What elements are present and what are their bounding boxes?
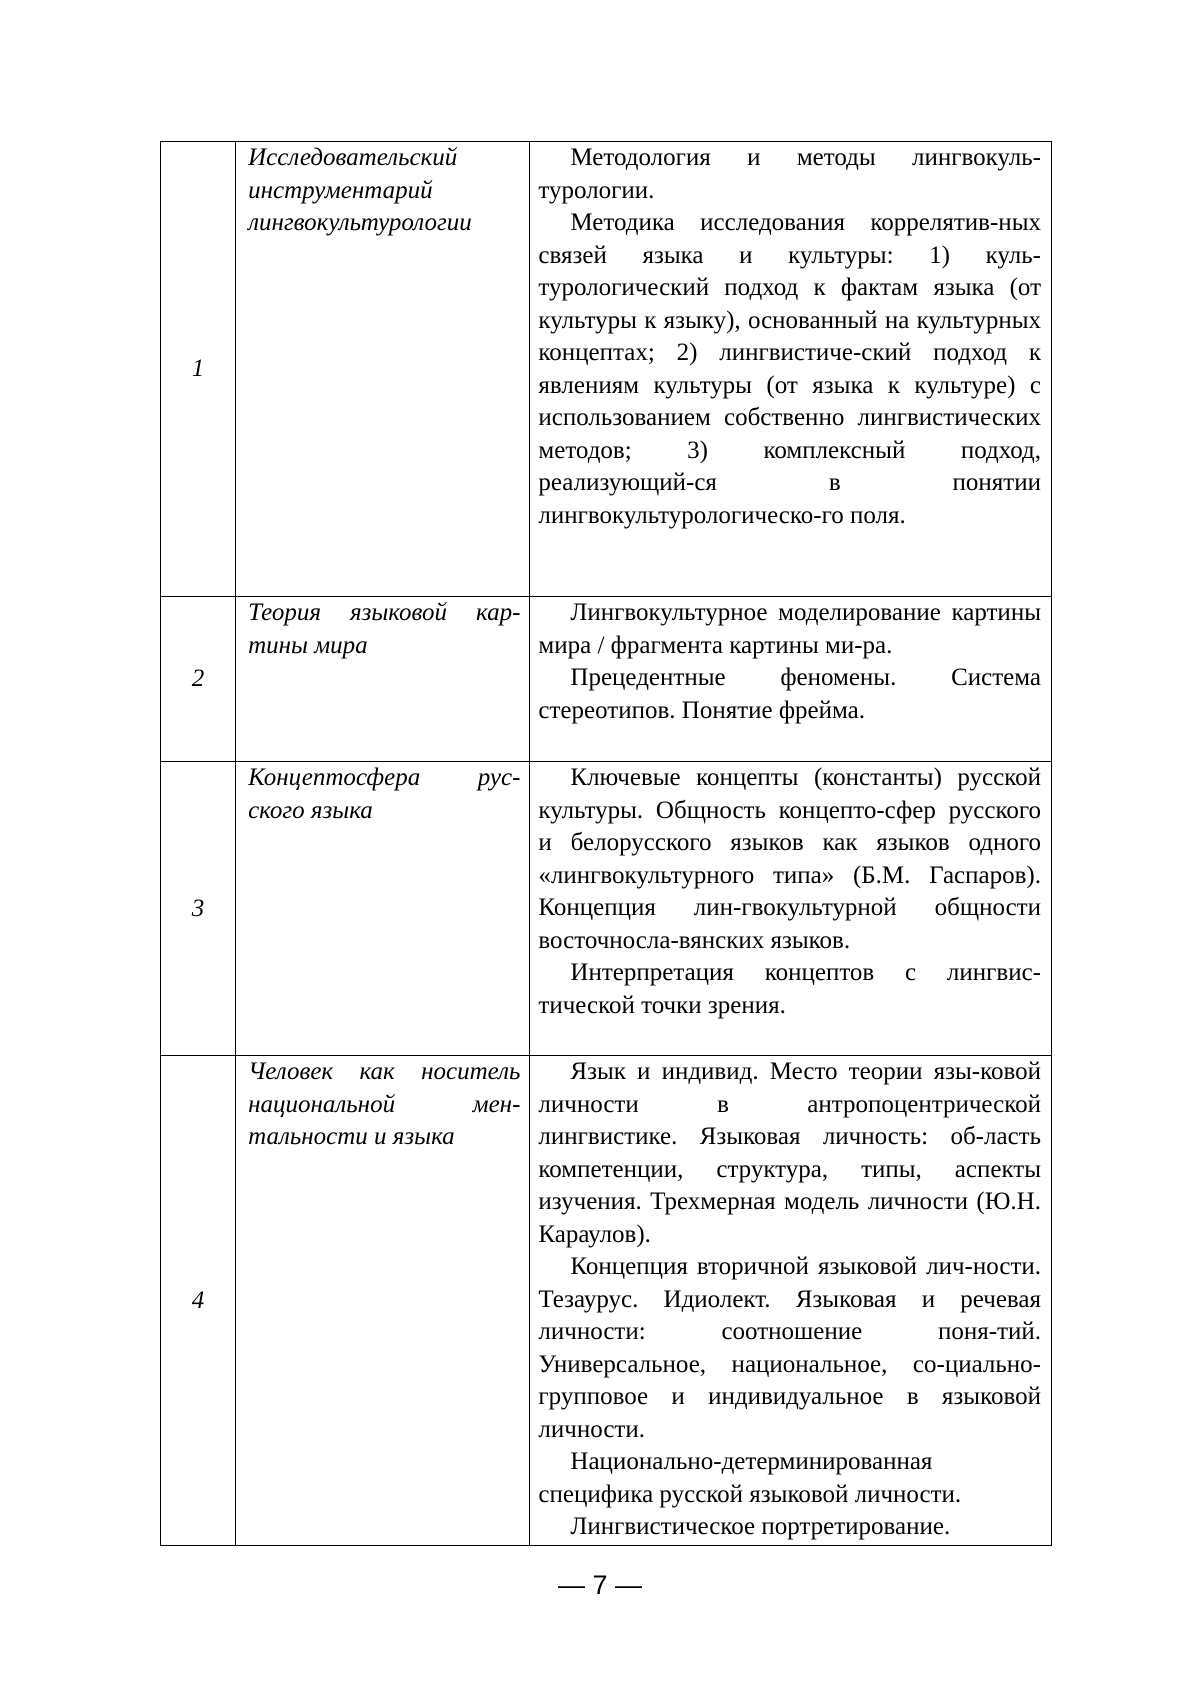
content-paragraph: Ключевые концепты (константы) русской культуры. Общность концепто-сфер русского и белорусского языков как языков одного «лингвокультурного типа» (Б.М. Гаспаров). Концепция лин-гвокультурной общности восточносла-вянских языков. [538,764,1041,954]
row-number: 1 [161,142,236,597]
content-paragraph: Лингвокультурное моделирование картины мира / фрагмента картины ми-ра. [538,599,1041,659]
topic-content [530,142,1052,597]
table-row [161,142,1052,597]
topics-table [160,141,1052,1546]
topic-title: Теория языковой кар-тины мира [236,597,530,762]
topic-content [530,597,1052,762]
topic-content [530,1056,1052,1546]
row-number: 2 [161,597,236,762]
content-paragraph: Язык и индивид. Место теории язы-ковой личности в антропоцентрической лингвистике. Языковая личность: об-ласть компетенции, структура, типы, аспекты изучения. Трехмерная модель личности (Ю.Н. Караулов). [538,1058,1041,1248]
content-paragraph: Лингвистическое портретирование. [570,1513,951,1540]
table-row [161,762,1052,1056]
topic-title: Концептосфера рус-ского языка [236,762,530,1056]
content-paragraph: Национально-детерминированная специфика русской языковой личности. [538,1448,962,1508]
content-paragraph: Прецедентные феномены. Система стереотипов. Понятие фрейма. [538,664,1041,724]
topic-content [530,762,1052,1056]
table-row [161,1056,1052,1546]
content-paragraph: Методика исследования коррелятив-ных связей языка и культуры: 1) куль-турологический подход к фактам языка (от культуры к языку), основанный на культурных концептах; 2) лингвистиче-ский подход к явлениям культуры (от языка к культуре) с использованием собственно лингвистических методов; 3) комплексный подход, реализующий-ся в понятии лингвокультурологическо-го поля. [538,209,1041,529]
page-number: — 7 — [557,1570,643,1600]
row-number: 3 [161,762,236,1056]
topic-title: Исследовательский инструментарий лингвокультурологии [236,142,530,597]
row-number: 4 [161,1056,236,1546]
table-row [161,597,1052,762]
content-paragraph: Методология и методы лингвокуль-турологии. [538,144,1041,204]
content-paragraph: Концепция вторичной языковой лич-ности. Тезаурус. Идиолект. Языковая и речевая личности: соотношение поня-тий. Универсальное, национальное, со-циально-групповое и индивидуальное в языковой личности. [538,1253,1041,1443]
content-paragraph: Интерпретация концептов с лингвис-тической точки зрения. [538,959,1041,1019]
topic-title: Человек как носитель национальной мен-тальности и языка [236,1056,530,1546]
